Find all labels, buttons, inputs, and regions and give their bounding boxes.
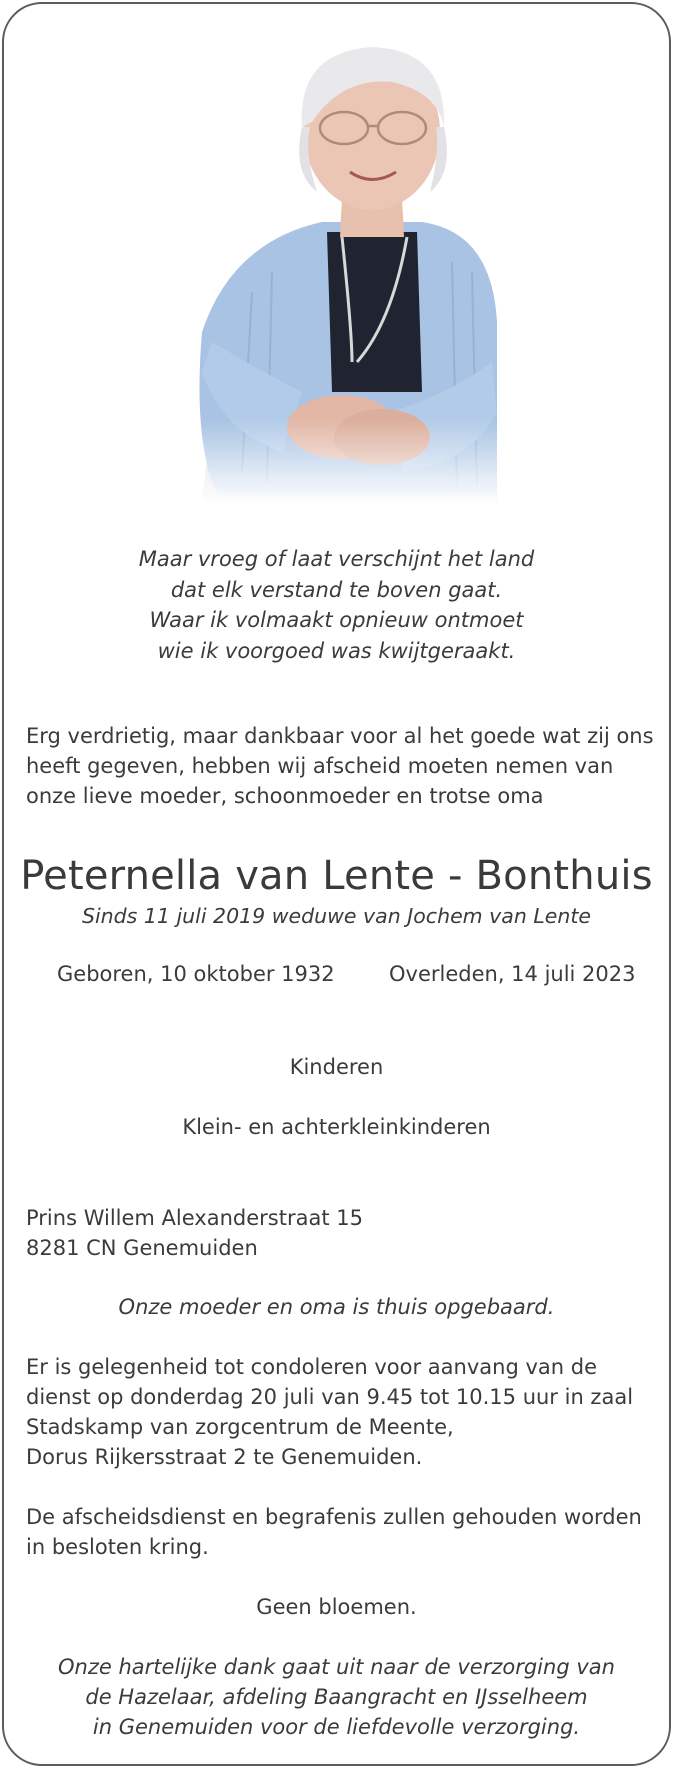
no-flowers-note: Geen bloemen. bbox=[256, 1595, 417, 1619]
intro-line: heeft gegeven, hebben wij afscheid moeten nemen van bbox=[26, 754, 614, 778]
laid-out-note: Onze moeder en oma is thuis opgebaard. bbox=[118, 1295, 555, 1319]
intro-line: onze lieve moeder, schoonmoeder en trotse oma bbox=[26, 784, 544, 808]
birth-date: Geboren, 10 oktober 1932 bbox=[57, 962, 335, 986]
condolence-line: dienst op donderdag 20 juli van 9.45 tot 10.15 uur in zaal bbox=[26, 1385, 634, 1409]
widow-note: Sinds 11 juli 2019 weduwe van Jochem van Lente bbox=[81, 904, 592, 928]
thanks-line: in Genemuiden voor de liefdevolle verzorging. bbox=[92, 1715, 581, 1739]
grandchildren-label: Klein- en achterkleinkinderen bbox=[182, 1115, 491, 1139]
poem-line: Waar ik volmaakt opnieuw ontmoet bbox=[149, 608, 524, 632]
poem-line: wie ik voorgoed was kwijtgeraakt. bbox=[157, 638, 516, 663]
condolence-line: Dorus Rijkersstraat 2 te Genemuiden. bbox=[26, 1445, 423, 1469]
portrait-photo bbox=[192, 32, 536, 504]
children-label: Kinderen bbox=[289, 1055, 384, 1079]
thanks-line: de Hazelaar, afdeling Baangracht en IJsselheem bbox=[85, 1685, 588, 1709]
obituary-card bbox=[2, 2, 671, 1766]
poem-line: dat elk verstand te boven gaat. bbox=[170, 577, 503, 602]
thanks-line: Onze hartelijke dank gaat uit naar de verzorging van bbox=[58, 1655, 615, 1679]
funeral-line: De afscheidsdienst en begrafenis zullen gehouden worden bbox=[26, 1505, 642, 1529]
thanks-text bbox=[4, 1652, 669, 1742]
condolence-line: Stadskamp van zorgcentrum de Meente, bbox=[26, 1415, 454, 1439]
poem-line: Maar vroeg of laat verschijnt het land bbox=[138, 547, 535, 571]
poem bbox=[4, 544, 669, 666]
death-date: Overleden, 14 juli 2023 bbox=[389, 962, 636, 986]
intro-text bbox=[26, 721, 653, 811]
condolence-text bbox=[26, 1352, 653, 1472]
address bbox=[26, 1203, 653, 1263]
intro-line: Erg verdrietig, maar dankbaar voor al het goede wat zij ons bbox=[26, 724, 654, 748]
condolence-line: Er is gelegenheid tot condoleren voor aanvang van de bbox=[26, 1355, 597, 1379]
address-line: 8281 CN Genemuiden bbox=[26, 1236, 258, 1260]
funeral-line: in besloten kring. bbox=[26, 1535, 209, 1559]
address-line: Prins Willem Alexanderstraat 15 bbox=[26, 1206, 363, 1230]
deceased-name: Peternella van Lente - Bonthuis bbox=[20, 853, 653, 899]
funeral-text bbox=[26, 1502, 653, 1562]
